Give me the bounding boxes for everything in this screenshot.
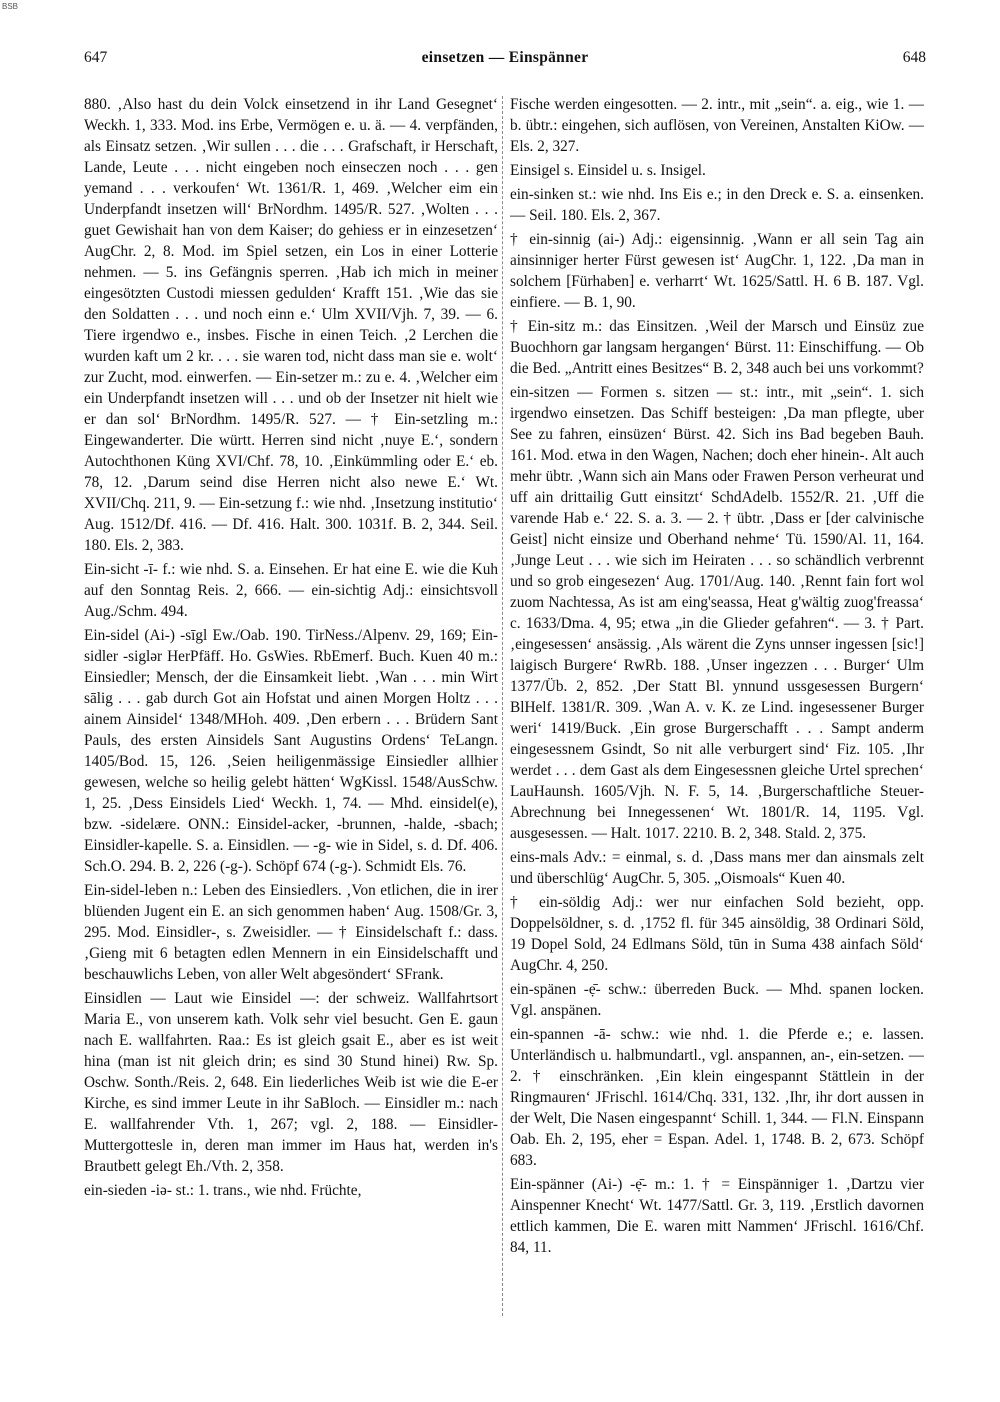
library-mark: BSB [2, 2, 19, 11]
dictionary-entry: Einsidlen — Laut wie Einsidel —: der schweiz. Wallfahrtsort Maria E., von unserem kath. Volk sehr viel besucht. Gen E. gaun nach E. wallfahrten. Raa.: Es ist gleich gsait E., aber es ist weit hina (man ist nit gleich drin; es sind 30 Stund hinei) Rw. Sp. Oschw. Sonth./Reis. 2, 648. Ein liederliches Weib ist wie die E-er Kirche, es sind immer Leute in ihr SaBloch. — Einsidler m.: nach E. wallfahrender Vth. 1, 267; vgl. 2, 188. — Einsidler-Muttergottesle in, deren man immer im Haus hat, werden in's Brautbett gelegt Eh./Vth. 2, 358. [84, 990, 498, 1175]
dictionary-entry: † ein-söldig Adj.: wer nur einfachen Sold bezieht, opp. Doppelsöldner, s. d. ‚1752 fl. für 345 ainsöldig, 38 Ordinari Söld, 19 Dopel Sold, 24 Edlmans Söld, tūn in Suma 438 ainfach Söld‘ AugChr. 4, 250. [510, 894, 924, 974]
dictionary-entry: Ein-sidel (Ai-) -sīgl Ew./Oab. 190. TirNess./Alpenv. 29, 169; Ein-sidler -siglər HerPfäff. Ho. GsWies. RbEmerf. Buch. Kuen 40 m.: Einsiedler; Mensch, der die Einsamkeit liebt. ‚Wan . . . min Wirt sālig . . . gab durch Got ain Hofstat und ainen Morgen Holtz . . . ainem Ainsidel‘ 1348/MHoh. 409. ‚Den erbern . . . Brüdern Sant Pauls, des ersten Ainsidels Sant Augustins Ordens‘ TeLangn. 1405/Bod. 15, 126. ‚Seien heiligenmässige Einsiedler allhier gewesen, welche so heilig gelebt hätten‘ WgKissl. 1548/AusSchw. 1, 25. ‚Dess Einsidels Lied‘ Weckh. 1, 74. — Mhd. einsidel(e), bzw. -sidelære. ONN.: Einsidel-acker, -brunnen, -halde, -sbach; Einsidler-kapelle. S. a. Einsidlen. — -g- wie in Sidel, s. d. Df. 406. Sch.O. 294. B. 2, 226 (-g-). Schöpf 674 (-g-). Schmidt Els. 76. [84, 627, 498, 875]
dictionary-entry: † ein-sinnig (ai-) Adj.: eigensinnig. ‚Wann er all sein Tag ain ainsinniger herter Fürst gewesen ist‘ AugChr. 1, 122. ‚Da man in solchem [Fürhaben] e. verharrt‘ Wt. 1625/Sattl. H. 6 B. 187. Vgl. einfiere. — B. 1, 90. [510, 231, 924, 311]
page-number-left: 647 [84, 49, 108, 66]
dictionary-entry: Ein-sicht -ī- f.: wie nhd. S. a. Einsehen. Er hat eine E. wie die Kuh auf den Sonntag Reis. 2, 666. — ein-sichtig Adj.: einsichtsvoll Aug./Schm. 494. [84, 561, 498, 620]
dictionary-entry: eins-mals Adv.: = einmal, s. d. ‚Dass mans mer dan ainsmals zelt und überschlüg‘ AugChr. 5, 305. „Oismoals“ Kuen 40. [510, 849, 924, 887]
dictionary-entry: ein-spannen -ā- schw.: wie nhd. 1. die Pferde e.; e. lassen. Unterländisch u. halbmundartl., vgl. anspannen, an-, ein-setzen. — 2. † einschränken. ‚Ein klein eingespannt Stättlein in der Ringmauren‘ JFrischl. 1614/Chq. 331, 132. ‚Ihr, ihr dort aussen in der Welt, Die Nasen eingespannt‘ Schill. 1, 344. — Fl.N. Einspann Oab. Eh. 2, 195, eher = Espan. Adel. 1, 1748. B. 2, 673. Schöpf 683. [510, 1026, 924, 1169]
page-number-right: 648 [902, 49, 926, 66]
dictionary-entry: Ein-spänner (Ai-) -ẹ̄- m.: 1. † = Einspänniger 1. ‚Dartzu vier Ainspenner Knecht‘ Wt. 1477/Sattl. Gr. 3, 119. ‚Erstlich davornen ettlich kammen, Die E. waren mitt Nammen‘ JFrischl. 1616/Chf. 84, 11. [510, 1176, 924, 1256]
dictionary-entry: ein-sitzen — Formen s. sitzen — st.: intr., mit „sein“. 1. sich irgendwo einsetzen. Das Schiff besteigen: ‚Da man pflegte, uber See zu fahren, einsüzen‘ Bürst. 42. Sich ins Bad begeben Bauh. 161. Mod. etwa in den Wagen, Nachen; doch eher hinein-. Alt auch mehr übtr. ‚Wann sich ain Mans oder Frawen Person verheurat und uff ain drittailig Gutt einsitzt‘ SchdAdelb. 1552/R. 21. ‚Uff die varende Hab e.‘ 22. S. a. 3. — 2. † übtr. ‚Dass er [der calvinische Geist] nicht einsize und Oberhand nehme‘ Tü. 1590/Al. 11, 164. ‚Junge Leut . . . wie sich im Heiraten . . . so schändlich verbrennt und so grob eingesezen‘ Aug. 1701/Aug. 140. ‚Rennt fain fort wol zuom Nachtessa, As ist am eing'seassa, Heat g'wältig zuog'freassa‘ c. 1633/Dma. 4, 95; etwa „in die Glieder gefahren“. — 3. † Part. ‚eingesessen‘ ansässig. ‚Als wärent die Zyns unnser ingessen [sic!] laigisch Burgere‘ RwRb. 188. ‚Unser ingezzen . . . Burger‘ Ulm 1377/Üb. 2, 852. ‚Der Statt Bl. ynnund ussgesessen Burgern‘ BlHelf. 1381/R. 309. ‚Wan A. v. K. ze Lind. ingesessener Burger weri‘ 1419/Buck. ‚Ein grose Burgerschafft . . . Sampt anderm eingesessnem Gsindt, So nit alle verburgert sind‘ Fiz. 105. ‚Ihr werdet . . . dem Gast als dem Eingesessnen gleiche Urtel sprechen‘ LauHaunsh. 1605/Vjh. N. F. 5, 14. ‚Burgerschaftliche Steuer-Abrechnung bei Innegessenen‘ Wt. 1801/R. 14, 1195. Vgl. ausgesessen. — Halt. 1017. 2210. B. 2, 348. Stald. 2, 375. [510, 384, 924, 842]
dictionary-entry: ein-sieden -iə- st.: 1. trans., wie nhd. Früchte, [84, 1182, 362, 1199]
dictionary-entry: † Ein-sitz m.: das Einsitzen. ‚Weil der Marsch und Einsüz zue Buochhorn gar langsam hergangen‘ Bürst. 11: Einschiffung. — Ob die Bed. „Antritt eines Besitzes“ B. 2, 348 auch bei uns vorkommt? [510, 318, 924, 377]
left-column [84, 94, 498, 1319]
dictionary-paragraph: Fische werden eingesotten. — 2. intr., mit „sein“. a. eig., wie 1. — b. übtr.: eingehen, sich auflösen, von Vereinen, Anstalten KiOw. — Els. 2, 327. [510, 96, 924, 155]
column-divider [502, 96, 503, 1316]
dictionary-entry: Ein-sidel-leben n.: Leben des Einsiedlers. ‚Von etlichen, die in irer blüenden Jugent ein E. an sich genommen haben‘ Aug. 1508/Gr. 3, 295. Mod. Einsidler-, s. Zweisidler. — † Einsidelschaft f.: dass. ‚Gieng mit 6 betagten edlen Mennern in ein Einsidelschafft und beschauwlichs Leben, von aller Welt abgesöndert‘ SFrank. [84, 882, 498, 983]
dictionary-entry: ein-spänen -ẹ̄- schw.: überreden Buck. — Mhd. spanen locken. Vgl. anspänen. [510, 981, 924, 1019]
page-title: einsetzen — Einspänner [421, 49, 589, 66]
dictionary-paragraph: 880. ‚Also hast du dein Volck einsetzend in ihr Land Gesegnet‘ Weckh. 1, 333. Mod. ins Erbe, Vermögen e. u. ä. — 4. verpfänden, als Einsatz setzen. ‚Wir sullen . . . die . . . Grafschaft, ir Herschaft, Lande, Leute . . . nicht eingeben noch einseczen noch . . . gen yemand . . . verkoufen‘ Wt. 1361/R. 1, 469. ‚Welcher eim ein Underpfandt insetzen will‘ BrNordhm. 1495/R. 527. ‚Wolten . . . guet Gewishait han von dem Kaiser; do gehiess er in einzesetzen‘ AugChr. 2, 8. Mod. im Spiel setzen, ein Los in einer Lotterie nehmen. — 5. ins Gefängnis sperren. ‚Hab ich mich in meiner eingesötzten Custodi miessen gedulden‘ Krafft 151. ‚Wie das sie den Soldatten . . . und noch einn e.‘ Ulm XVII/Vjh. 7, 39. — 6. Tiere irgendwo e., insbes. Fische in einen Teich. ‚2 Lerchen die wurden kaft um 2 kr. . . . sie waren tod, nicht dass man sie e. wolt‘ zur Zucht, mod. einwerfen. — Ein-setzer m.: zu e. 4. ‚Welcher eim ein Underpfandt insetzen will . . . und ob der Insetzer nit hielt wie er dan sol‘ BrNordhm. 1495/R. 527. — † Ein-setzling m.: Eingewanderter. Die württ. Herren sind nicht ‚nuye E.‘, sondern Autochthonen Küng XVI/Chf. 78, 10. ‚Einkümmling oder E.‘ eb. 78, 12. ‚Darum seind dise Herren nicht also newe E.‘ Wt. XVII/Chq. 211, 9. — Ein-setzung f.: wie nhd. ‚Insetzung institutio‘ Aug. 1512/Df. 416. — Df. 416. Halt. 300. 1031f. B. 2, 344. Seil. 180. Els. 2, 383. [84, 96, 498, 554]
dictionary-entry: ein-sinken st.: wie nhd. Ins Eis e.; in den Dreck e. S. a. einsenken. — Seil. 180. Els. 2, 367. [510, 186, 924, 224]
page-header [84, 49, 926, 71]
right-column [510, 94, 924, 1319]
dictionary-entry: Einsigel s. Einsidel u. s. Insigel. [510, 162, 706, 179]
